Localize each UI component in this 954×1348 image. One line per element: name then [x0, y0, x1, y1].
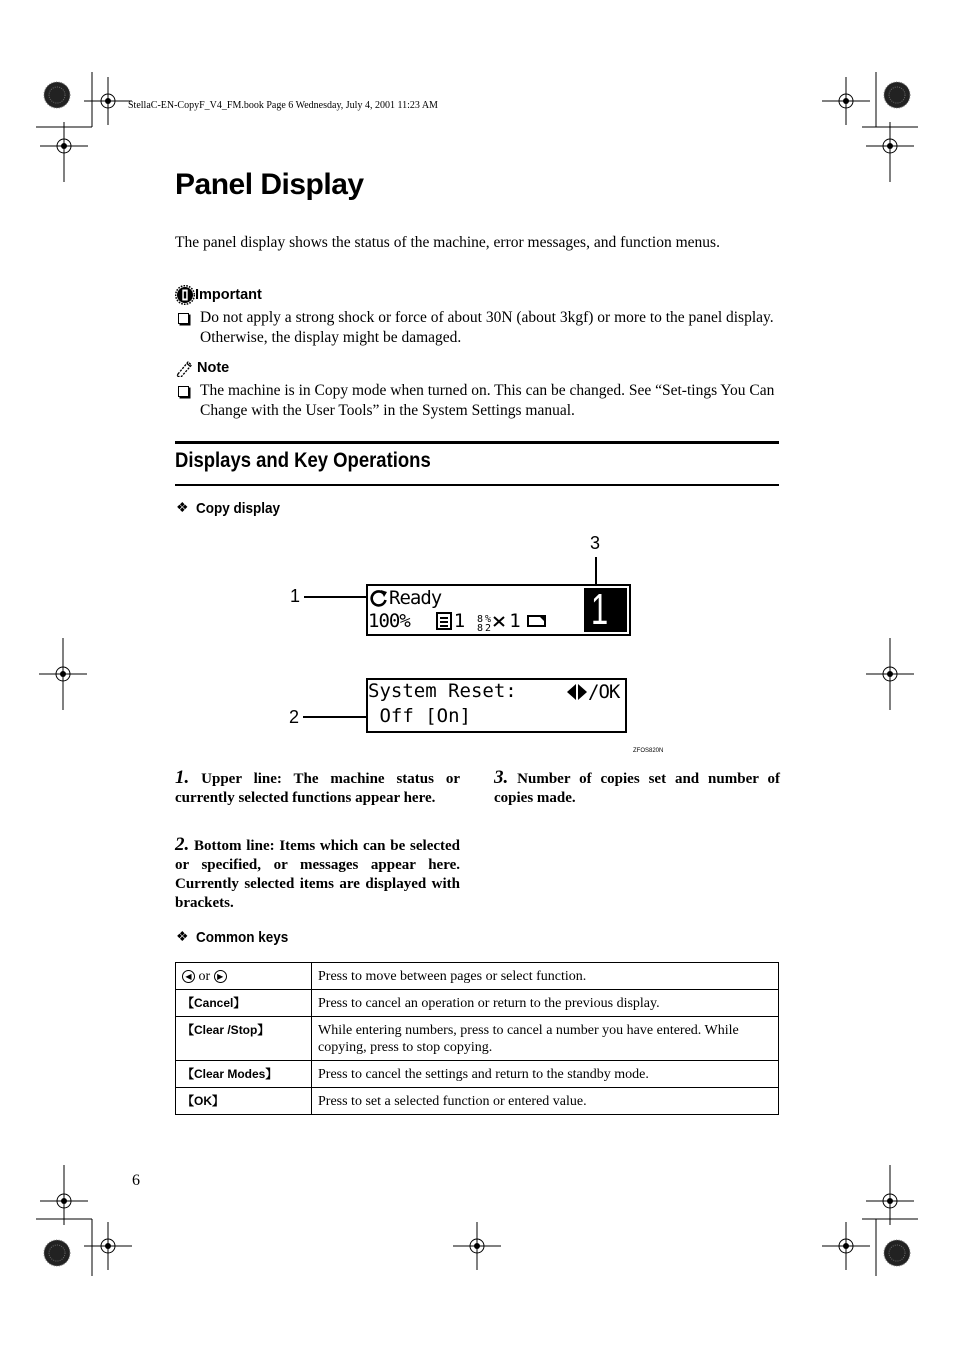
lcd-options-text: Off [On]: [368, 705, 471, 727]
lcd-system-reset-text: System Reset:: [368, 680, 517, 702]
lcd-status-text: Ready: [389, 587, 442, 609]
svg-text:%: %: [485, 614, 492, 625]
paper-tray-icon: [527, 614, 547, 628]
original-stack-icon: [436, 611, 454, 631]
important-item: Do not apply a strong shock or force of about 30N (about 3kgf) or more to the panel display. Otherwise, the display might be damaged.: [175, 308, 780, 347]
svg-text:8: 8: [477, 614, 484, 625]
desc-cell: Press to cancel an operation or return to the previous display.: [312, 990, 779, 1017]
lcd-copies-text: 1: [453, 610, 466, 632]
svg-text:2: 2: [485, 623, 492, 631]
common-keys-heading: ❖ Common keys: [176, 929, 288, 946]
important-callout: [175, 285, 780, 347]
important-icon: [175, 285, 195, 305]
figure-code: ZFOS820N: [633, 748, 664, 754]
key-cell: 【Clear /Stop】: [176, 1017, 312, 1061]
desc-cell: Press to cancel the settings and return to the standby mode.: [312, 1061, 779, 1088]
section-rule-top: [175, 441, 779, 444]
page-number: 6: [132, 1172, 140, 1189]
callout-number-2: 2: [289, 707, 300, 727]
table-row: [176, 963, 779, 990]
right-arrow-key-icon: ▶: [214, 970, 227, 983]
checkbox-bullet-icon: [178, 313, 189, 324]
display-item-1: 1. Upper line: The machine status or currently selected functions appear here.: [175, 767, 461, 806]
key-cell: 【Cancel】: [176, 990, 312, 1017]
common-keys-table: [175, 962, 779, 1115]
note-item: The machine is in Copy mode when turned on. This can be changed. See “Set-tings You Can Change with the User Tools” in the System Settings manual.: [175, 381, 780, 420]
callout-leader-1: [304, 596, 368, 598]
note-callout: [175, 359, 780, 420]
lcd-system-reset-display: [366, 678, 627, 733]
table-row: [176, 1088, 779, 1115]
table-row: [176, 1061, 779, 1088]
key-cell: ◀ or ▶: [176, 963, 312, 990]
display-item-2: 2. Bottom line: Items which can be selected or specified, or messages appear here. Currently selected items are displayed with brackets.: [175, 834, 461, 911]
desc-cell: Press to set a selected function or entered value.: [312, 1088, 779, 1115]
note-label: Note: [197, 360, 230, 376]
lcd-paper-text: 1: [509, 610, 521, 632]
callout-number-3: 3: [590, 533, 601, 553]
callout-leader-2: [303, 716, 367, 718]
table-row: [176, 990, 779, 1017]
copy-display-heading: ❖ Copy display: [176, 500, 280, 517]
lcd-copy-display: [366, 584, 631, 636]
book-header-line: StellaC-EN-CopyF_V4_FM.book Page 6 Wednesday, July 4, 2001 11:23 AM: [128, 100, 438, 111]
copy-counter-number: 1: [591, 585, 609, 634]
pencil-icon: [175, 359, 195, 377]
section-rule-bottom: [175, 484, 779, 486]
left-right-arrow-icon: [566, 682, 588, 702]
svg-text:8: 8: [477, 623, 484, 631]
lcd-zoom-text: 100%: [368, 610, 410, 632]
table-row: [176, 1017, 779, 1061]
diamond-bullet-icon: ❖: [176, 930, 189, 945]
key-cell: 【OK】: [176, 1088, 312, 1115]
page-title: Panel Display: [175, 168, 364, 201]
callout-number-1: 1: [290, 586, 301, 606]
lcd-ok-text: /OK: [588, 681, 620, 703]
checkbox-bullet-icon: [178, 386, 189, 397]
display-item-3: 3. Number of copies set and number of copies made.: [494, 767, 781, 806]
left-arrow-key-icon: ◀: [182, 970, 195, 983]
desc-cell: Press to move between pages or select function.: [312, 963, 779, 990]
intro-paragraph: The panel display shows the status of the machine, error messages, and function menus.: [175, 234, 720, 251]
important-label: Important: [195, 287, 262, 303]
section-title: Displays and Key Operations: [175, 449, 431, 472]
refresh-icon: [369, 588, 389, 608]
duplex-icon: [477, 611, 509, 631]
key-cell: 【Clear Modes】: [176, 1061, 312, 1088]
diamond-bullet-icon: ❖: [176, 501, 189, 516]
desc-cell: While entering numbers, press to cancel a number you have entered. While copying, press to stop copying.: [312, 1017, 779, 1061]
copy-counter-box: [584, 585, 627, 634]
